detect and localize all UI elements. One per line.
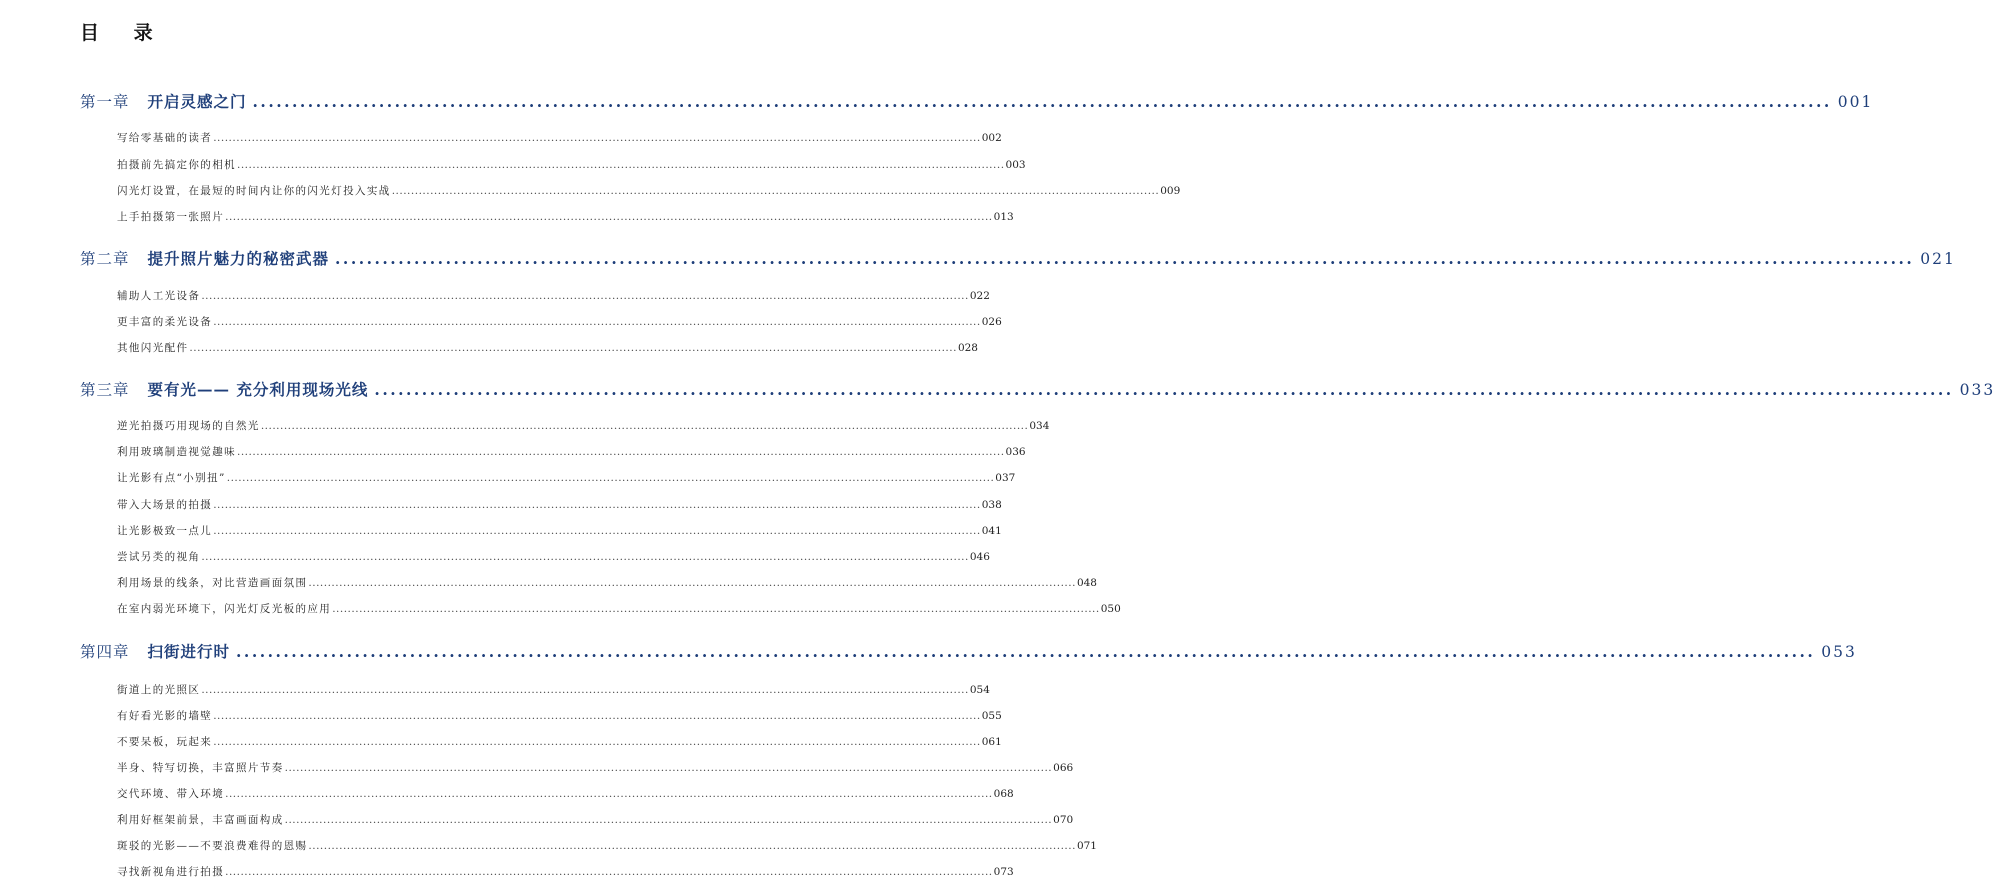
chapter-1-heading[interactable] [80, 90, 1874, 112]
chapter-page-number: 021 [1920, 250, 1956, 268]
entry-title: 辅助人工光设备 [117, 290, 201, 302]
toc-entry[interactable] [117, 760, 1074, 775]
entry-title: 尝试另类的视角 [117, 551, 201, 563]
entry-page-number: 046 [969, 551, 990, 563]
entry-page-number: 055 [981, 710, 1002, 722]
dot-leader: ........................................................................................................................................................................................................ [308, 577, 1076, 589]
toc-entry[interactable] [117, 864, 1014, 879]
dot-leader: ........................................................................................................................................................................................................ [201, 290, 969, 302]
toc-entry[interactable] [117, 183, 1181, 198]
chapter-title: 扫街进行时 [147, 642, 231, 661]
dot-leader: ........................................................................................................................................................................................................ [252, 92, 1832, 111]
toc-entry[interactable] [117, 575, 1097, 590]
entry-title: 不要呆板，玩起来 [117, 736, 213, 748]
entry-title: 半身、特写切换，丰富照片节奏 [117, 762, 284, 774]
chapter-2-heading[interactable] [80, 247, 1956, 269]
entry-title: 写给零基础的读者 [117, 132, 213, 144]
dot-leader: ........................................................................................................................................................................................................ [284, 762, 1053, 774]
entry-title: 在室内弱光环境下，闪光灯反光板的应用 [117, 603, 332, 615]
dot-leader: ........................................................................................................................................................................................................ [374, 380, 1954, 399]
dot-leader: ........................................................................................................................................................................................................ [225, 211, 993, 223]
chapter-3-heading[interactable] [80, 378, 1995, 400]
toc-entry[interactable] [117, 523, 1002, 538]
dot-leader: ........................................................................................................................................................................................................ [237, 159, 1005, 171]
toc-entry[interactable] [117, 812, 1074, 827]
entry-title: 利用场景的线条，对比营造画面氛围 [117, 577, 308, 589]
entry-title: 街道上的光照区 [117, 684, 201, 696]
entry-page-number: 068 [993, 788, 1014, 800]
chapter-title: 要有光—— 充分利用现场光线 [147, 380, 369, 399]
chapter-title: 开启灵感之门 [147, 92, 247, 111]
entry-title: 其他闪光配件 [117, 342, 189, 354]
entry-page-number: 066 [1053, 762, 1074, 774]
entry-title: 闪光灯设置，在最短的时间内让你的闪光灯投入实战 [117, 185, 391, 197]
dot-leader: ........................................................................................................................................................................................................ [332, 603, 1100, 615]
dot-leader: ........................................................................................................................................................................................................ [236, 642, 1816, 661]
entry-title: 有好看光影的墙壁 [117, 710, 213, 722]
entry-title: 上手拍摄第一张照片 [117, 211, 225, 223]
dot-leader: ........................................................................................................................................................................................................ [189, 342, 957, 354]
dot-leader: ........................................................................................................................................................................................................ [213, 499, 981, 511]
toc-entry[interactable] [117, 708, 1002, 723]
entry-title: 利用玻璃制造视觉趣味 [117, 446, 236, 458]
chapter-number: 第二章 [80, 250, 130, 268]
chapter-page-number: 053 [1821, 643, 1857, 661]
entry-page-number: 022 [969, 290, 990, 302]
entry-title: 斑驳的光影——不要浪费难得的恩赐 [117, 840, 308, 852]
toc-entry[interactable] [117, 682, 990, 697]
page-title: 目 录 [80, 22, 167, 44]
dot-leader: ........................................................................................................................................................................................................ [213, 132, 981, 144]
entry-page-number: 028 [957, 342, 978, 354]
toc-entry[interactable] [117, 157, 1026, 172]
chapter-4-heading[interactable] [80, 640, 1857, 662]
dot-leader: ........................................................................................................................................................................................................ [391, 185, 1160, 197]
chapter-number: 第三章 [80, 381, 130, 399]
toc-entry[interactable] [117, 418, 1050, 433]
dot-leader: ........................................................................................................................................................................................................ [225, 788, 993, 800]
chapter-title: 提升照片魅力的秘密武器 [147, 249, 330, 268]
entry-page-number: 041 [981, 525, 1002, 537]
dot-leader: ........................................................................................................................................................................................................ [226, 472, 995, 484]
dot-leader: ........................................................................................................................................................................................................ [237, 446, 1005, 458]
dot-leader: ........................................................................................................................................................................................................ [335, 249, 1915, 268]
entry-page-number: 038 [981, 499, 1002, 511]
toc-entry[interactable] [117, 838, 1097, 853]
toc-entry[interactable] [117, 497, 1002, 512]
toc-entry[interactable] [117, 288, 990, 303]
entry-page-number: 054 [969, 684, 990, 696]
entry-page-number: 048 [1076, 577, 1097, 589]
entry-page-number: 070 [1053, 814, 1074, 826]
chapter-page-number: 001 [1837, 93, 1874, 111]
entry-page-number: 002 [981, 132, 1002, 144]
entry-page-number: 013 [993, 211, 1014, 223]
dot-leader: ........................................................................................................................................................................................................ [213, 316, 981, 328]
entry-title: 让光影有点“小别扭” [117, 472, 226, 484]
toc-entry[interactable] [117, 734, 1002, 749]
entry-page-number: 009 [1160, 185, 1181, 197]
toc-entry[interactable] [117, 130, 1002, 145]
chapter-page-number: 033 [1959, 381, 1995, 399]
entry-page-number: 073 [993, 866, 1014, 878]
toc-entry[interactable] [117, 340, 978, 355]
entry-page-number: 071 [1076, 840, 1097, 852]
entry-title: 利用好框架前景，丰富画面构成 [117, 814, 284, 826]
dot-leader: ........................................................................................................................................................................................................ [260, 420, 1029, 432]
toc-entry[interactable] [117, 786, 1014, 801]
entry-title: 更丰富的柔光设备 [117, 316, 213, 328]
entry-title: 逆光拍摄巧用现场的自然光 [117, 420, 260, 432]
dot-leader: ........................................................................................................................................................................................................ [213, 525, 981, 537]
toc-entry[interactable] [117, 601, 1121, 616]
entry-title: 拍摄前先搞定你的相机 [117, 159, 236, 171]
entry-page-number: 036 [1005, 446, 1026, 458]
entry-title: 让光影极致一点儿 [117, 525, 213, 537]
entry-page-number: 026 [981, 316, 1002, 328]
dot-leader: ........................................................................................................................................................................................................ [308, 840, 1076, 852]
dot-leader: ........................................................................................................................................................................................................ [284, 814, 1053, 826]
entry-title: 交代环境、带入环境 [117, 788, 225, 800]
toc-entry[interactable] [117, 314, 1002, 329]
entry-page-number: 034 [1029, 420, 1050, 432]
dot-leader: ........................................................................................................................................................................................................ [225, 866, 993, 878]
entry-page-number: 003 [1005, 159, 1026, 171]
chapter-number: 第四章 [80, 643, 130, 661]
chapter-number: 第一章 [80, 93, 130, 111]
entry-title: 带入大场景的拍摄 [117, 499, 213, 511]
toc-entry[interactable] [117, 209, 1014, 224]
dot-leader: ........................................................................................................................................................................................................ [201, 684, 969, 696]
entry-page-number: 037 [995, 472, 1016, 484]
dot-leader: ........................................................................................................................................................................................................ [213, 736, 981, 748]
toc-entry[interactable] [117, 470, 1016, 485]
dot-leader: ........................................................................................................................................................................................................ [213, 710, 981, 722]
entry-title: 寻找新视角进行拍摄 [117, 866, 225, 878]
dot-leader: ........................................................................................................................................................................................................ [201, 551, 969, 563]
toc-entry[interactable] [117, 444, 1026, 459]
entry-page-number: 050 [1100, 603, 1121, 615]
toc-entry[interactable] [117, 549, 990, 564]
entry-page-number: 061 [981, 736, 1002, 748]
